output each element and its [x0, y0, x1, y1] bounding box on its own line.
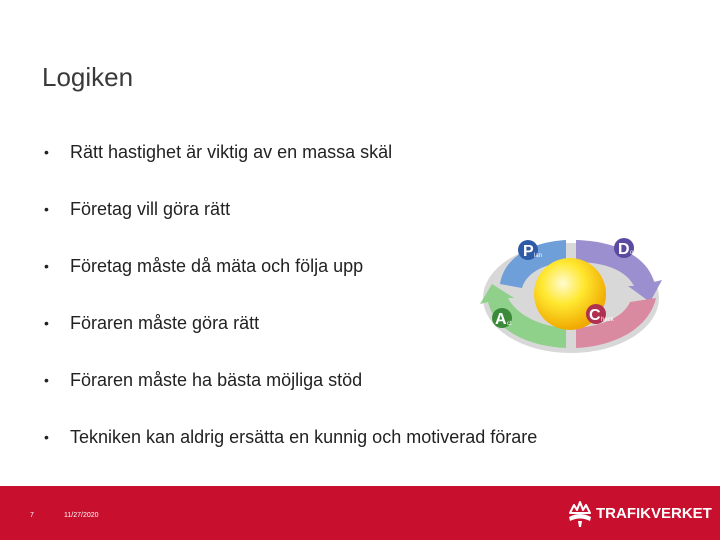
- bullet-text: Rätt hastighet är viktig av en massa skäl: [70, 142, 393, 162]
- slide-date: 11/27/2020: [64, 512, 99, 519]
- pdca-cycle-diagram: [478, 232, 664, 356]
- check-letter: C: [589, 307, 601, 324]
- bullet-text: Föraren måste göra rätt: [70, 313, 260, 333]
- act-letter: A: [495, 311, 507, 328]
- check-suffix: heck: [601, 317, 614, 323]
- do-letter: D: [618, 241, 630, 258]
- act-suffix: ct: [507, 321, 512, 327]
- bullet-dot: •: [44, 201, 49, 217]
- crown-logo-icon: [566, 499, 594, 529]
- trafikverket-logo: [566, 496, 716, 532]
- plan-letter: P: [523, 243, 534, 260]
- do-suffix: o: [630, 250, 634, 256]
- plan-suffix: lan: [534, 253, 543, 259]
- bullet-dot: •: [44, 315, 49, 331]
- bullet-text: Företag måste då mäta och följa upp: [70, 256, 364, 276]
- bullet-text: Föraren måste ha bästa möjliga stöd: [70, 370, 363, 390]
- logo-text: TRAFIKVERKET: [596, 505, 712, 522]
- bullet-dot: •: [44, 144, 49, 160]
- bullet-text: Företag vill göra rätt: [70, 199, 231, 219]
- bullet-dot: •: [44, 429, 49, 445]
- slide-title: Logiken: [42, 62, 134, 92]
- bullet-dot: •: [44, 258, 49, 274]
- page-number: 7: [30, 512, 34, 519]
- footer-bar: [0, 486, 720, 540]
- bullet-text: Tekniken kan aldrig ersätta en kunnig och motiverad förare: [70, 427, 538, 447]
- bullet-dot: •: [44, 372, 49, 388]
